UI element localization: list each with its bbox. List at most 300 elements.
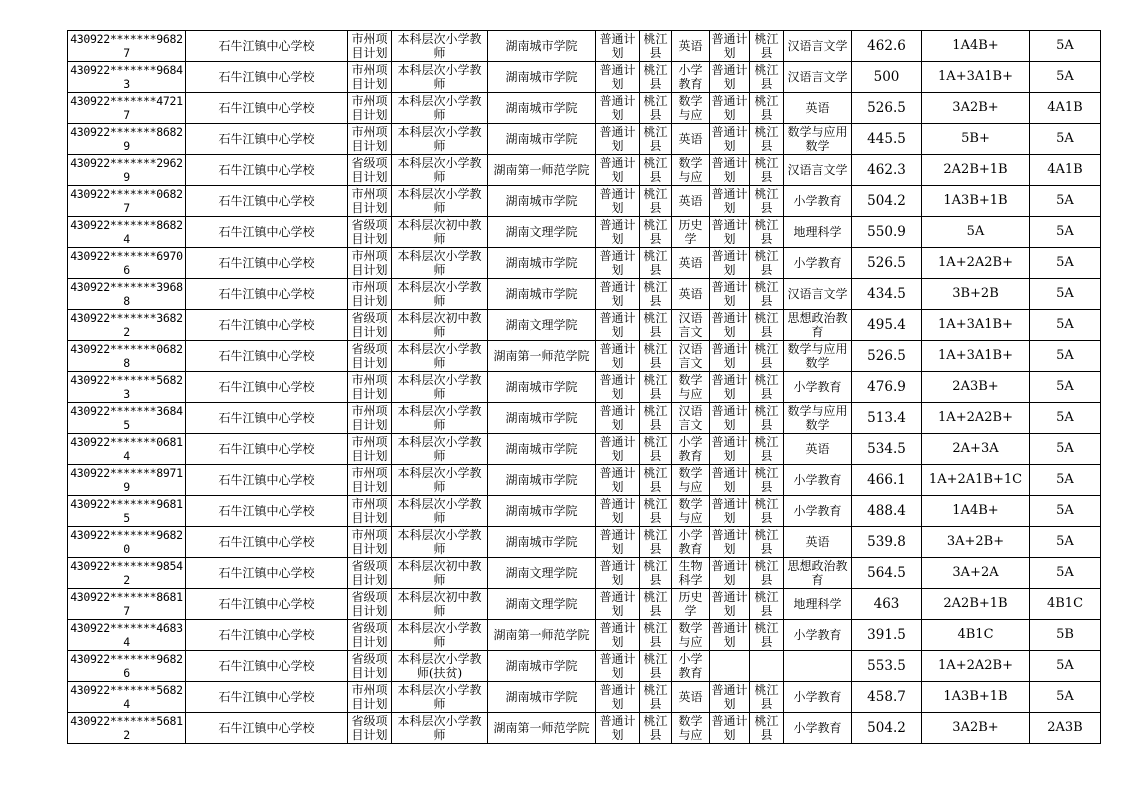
plan-type-cell: 普通计划 xyxy=(596,31,640,62)
plan-type-2-cell: 普通计划 xyxy=(711,94,748,122)
county-2-cell: 桃江县 xyxy=(750,682,784,713)
score-cell: 526.5 xyxy=(852,93,922,124)
grade-cell: 1A3B+1B xyxy=(922,186,1030,217)
subject-cell: 数学与应 xyxy=(672,620,710,651)
plan-type-cell: 普通计划 xyxy=(596,589,640,620)
id-cell: 430922*******06827 xyxy=(68,186,186,217)
table-row xyxy=(68,310,1101,341)
table-row xyxy=(68,403,1101,434)
grade-2-cell: 2A3B xyxy=(1030,713,1101,744)
subject-cell: 小学教育 xyxy=(672,651,710,682)
plan-type-2-cell: 普通计划 xyxy=(711,125,748,153)
county-cell: 桃江县 xyxy=(640,124,672,155)
table-row xyxy=(68,682,1101,713)
grade-cell: 3A2B+ xyxy=(922,93,1030,124)
plan-cell: 市州项目计划 xyxy=(348,496,392,527)
score-cell: 488.4 xyxy=(852,496,922,527)
grade-cell: 1A3B+1B xyxy=(922,682,1030,713)
plan-type-2-cell: 普通计划 xyxy=(711,342,748,370)
level-cell: 本科层次小学教师 xyxy=(392,465,488,496)
major-cell xyxy=(784,651,852,682)
plan-type-2-cell: 普通计划 xyxy=(711,187,748,215)
subject-cell: 数学与应 xyxy=(672,713,710,744)
plan-type-cell: 普通计划 xyxy=(596,279,640,310)
school-cell: 石牛江镇中心学校 xyxy=(186,372,348,403)
score-cell: 564.5 xyxy=(852,558,922,589)
major-cell: 地理科学 xyxy=(784,589,852,620)
id-cell: 430922*******56812 xyxy=(68,713,186,744)
plan-type-cell: 普通计划 xyxy=(596,527,640,558)
subject-cell: 数学与应 xyxy=(672,155,710,186)
grade-cell: 5B+ xyxy=(922,124,1030,155)
level-cell: 本科层次初中教师 xyxy=(392,589,488,620)
plan-cell: 省级项目计划 xyxy=(348,217,392,248)
id-cell: 430922*******98542 xyxy=(68,558,186,589)
county-cell: 桃江县 xyxy=(640,372,672,403)
score-cell: 504.2 xyxy=(852,186,922,217)
major-cell: 思想政治教育 xyxy=(784,558,852,589)
id-cell: 430922*******47217 xyxy=(68,93,186,124)
plan-type-2-cell: 普通计划 xyxy=(711,435,748,463)
table-row xyxy=(68,620,1101,651)
county-cell: 桃江县 xyxy=(640,341,672,372)
college-cell: 湖南城市学院 xyxy=(488,403,596,434)
table-row xyxy=(68,651,1101,682)
subject-cell: 历史学 xyxy=(672,589,710,620)
county-2-cell: 桃江县 xyxy=(750,620,784,651)
grade-2-cell: 5A xyxy=(1030,403,1101,434)
level-cell: 本科层次小学教师 xyxy=(392,62,488,93)
plan-cell: 省级项目计划 xyxy=(348,155,392,186)
grade-cell: 1A+3A1B+ xyxy=(922,310,1030,341)
college-cell: 湖南城市学院 xyxy=(488,124,596,155)
plan-type-cell: 普通计划 xyxy=(596,372,640,403)
score-cell: 534.5 xyxy=(852,434,922,465)
subject-cell: 英语 xyxy=(672,248,710,279)
plan-type-cell: 普通计划 xyxy=(596,620,640,651)
grade-cell: 1A+2A1B+1C xyxy=(922,465,1030,496)
grade-2-cell: 5A xyxy=(1030,62,1101,93)
level-cell: 本科层次小学教师 xyxy=(392,620,488,651)
plan-cell: 市州项目计划 xyxy=(348,279,392,310)
subject-cell: 英语 xyxy=(672,124,710,155)
county-cell: 桃江县 xyxy=(640,465,672,496)
grade-cell: 1A+3A1B+ xyxy=(922,62,1030,93)
grade-cell: 1A4B+ xyxy=(922,31,1030,62)
level-cell: 本科层次小学教师 xyxy=(392,93,488,124)
score-cell: 500 xyxy=(852,62,922,93)
grade-cell: 1A+2A2B+ xyxy=(922,651,1030,682)
plan-type-2-cell: 普通计划 xyxy=(711,497,748,525)
subject-cell: 数学与应 xyxy=(672,93,710,124)
table-row xyxy=(68,155,1101,186)
college-cell: 湖南文理学院 xyxy=(488,217,596,248)
county-cell: 桃江县 xyxy=(640,434,672,465)
plan-cell: 市州项目计划 xyxy=(348,465,392,496)
school-cell: 石牛江镇中心学校 xyxy=(186,248,348,279)
school-cell: 石牛江镇中心学校 xyxy=(186,403,348,434)
table-row xyxy=(68,341,1101,372)
table-row xyxy=(68,558,1101,589)
score-cell: 391.5 xyxy=(852,620,922,651)
grade-2-cell: 4A1B xyxy=(1030,93,1101,124)
score-cell: 466.1 xyxy=(852,465,922,496)
county-2-cell: 桃江县 xyxy=(750,558,784,589)
table-row xyxy=(68,93,1101,124)
major-cell: 地理科学 xyxy=(784,217,852,248)
school-cell: 石牛江镇中心学校 xyxy=(186,62,348,93)
county-2-cell: 桃江县 xyxy=(750,124,784,155)
county-2-cell: 桃江县 xyxy=(750,186,784,217)
level-cell: 本科层次小学教师 xyxy=(392,682,488,713)
school-cell: 石牛江镇中心学校 xyxy=(186,465,348,496)
id-cell: 430922*******96815 xyxy=(68,496,186,527)
plan-type-cell: 普通计划 xyxy=(596,341,640,372)
plan-type-cell: 普通计划 xyxy=(596,713,640,744)
grade-2-cell: 4B1C xyxy=(1030,589,1101,620)
school-cell: 石牛江镇中心学校 xyxy=(186,155,348,186)
plan-type-2-cell: 普通计划 xyxy=(711,528,748,556)
id-cell: 430922*******06814 xyxy=(68,434,186,465)
plan-cell: 省级项目计划 xyxy=(348,310,392,341)
plan-type-2-cell: 普通计划 xyxy=(711,218,748,246)
college-cell: 湖南城市学院 xyxy=(488,465,596,496)
score-cell: 539.8 xyxy=(852,527,922,558)
subject-cell: 英语 xyxy=(672,682,710,713)
college-cell: 湖南第一师范学院 xyxy=(488,341,596,372)
plan-type-cell: 普通计划 xyxy=(596,248,640,279)
major-cell: 英语 xyxy=(784,527,852,558)
id-cell: 430922*******86817 xyxy=(68,589,186,620)
grade-2-cell: 5A xyxy=(1030,341,1101,372)
subject-cell: 英语 xyxy=(672,279,710,310)
college-cell: 湖南城市学院 xyxy=(488,186,596,217)
grade-2-cell: 5A xyxy=(1030,434,1101,465)
grade-2-cell: 5A xyxy=(1030,651,1101,682)
college-cell: 湖南文理学院 xyxy=(488,310,596,341)
plan-type-2-cell: 普通计划 xyxy=(711,32,748,60)
level-cell: 本科层次小学教师 xyxy=(392,527,488,558)
plan-cell: 市州项目计划 xyxy=(348,62,392,93)
plan-type-cell: 普通计划 xyxy=(596,217,640,248)
table-row xyxy=(68,434,1101,465)
plan-type-cell: 普通计划 xyxy=(596,93,640,124)
college-cell: 湖南城市学院 xyxy=(488,434,596,465)
grade-2-cell: 5A xyxy=(1030,217,1101,248)
level-cell: 本科层次初中教师 xyxy=(392,310,488,341)
plan-cell: 省级项目计划 xyxy=(348,341,392,372)
college-cell: 湖南城市学院 xyxy=(488,496,596,527)
id-cell: 430922*******96826 xyxy=(68,651,186,682)
plan-type-cell: 普通计划 xyxy=(596,434,640,465)
college-cell: 湖南城市学院 xyxy=(488,62,596,93)
county-cell: 桃江县 xyxy=(640,620,672,651)
subject-cell: 小学教育 xyxy=(672,527,710,558)
major-cell: 英语 xyxy=(784,93,852,124)
grade-2-cell: 5A xyxy=(1030,527,1101,558)
plan-type-2-cell: 普通计划 xyxy=(711,63,748,91)
plan-cell: 市州项目计划 xyxy=(348,93,392,124)
county-2-cell: 桃江县 xyxy=(750,93,784,124)
county-cell: 桃江县 xyxy=(640,651,672,682)
id-cell: 430922*******56824 xyxy=(68,682,186,713)
subject-cell: 小学教育 xyxy=(672,434,710,465)
level-cell: 本科层次小学教师 xyxy=(392,186,488,217)
grade-2-cell: 5A xyxy=(1030,248,1101,279)
level-cell: 本科层次小学教师 xyxy=(392,248,488,279)
county-2-cell: 桃江县 xyxy=(750,496,784,527)
college-cell: 湖南城市学院 xyxy=(488,31,596,62)
plan-type-cell: 普通计划 xyxy=(596,124,640,155)
plan-cell: 市州项目计划 xyxy=(348,434,392,465)
college-cell: 湖南城市学院 xyxy=(488,93,596,124)
subject-cell: 英语 xyxy=(672,31,710,62)
plan-type-2-cell xyxy=(710,651,750,682)
grade-cell: 2A+3A xyxy=(922,434,1030,465)
college-cell: 湖南城市学院 xyxy=(488,279,596,310)
county-2-cell: 桃江县 xyxy=(750,279,784,310)
level-cell: 本科层次小学教师 xyxy=(392,279,488,310)
county-2-cell: 桃江县 xyxy=(750,248,784,279)
plan-cell: 省级项目计划 xyxy=(348,651,392,682)
county-cell: 桃江县 xyxy=(640,496,672,527)
school-cell: 石牛江镇中心学校 xyxy=(186,713,348,744)
grade-cell: 5A xyxy=(922,217,1030,248)
plan-type-2-cell: 普通计划 xyxy=(711,311,748,339)
county-2-cell: 桃江县 xyxy=(750,713,784,744)
major-cell: 小学教育 xyxy=(784,465,852,496)
county-cell: 桃江县 xyxy=(640,713,672,744)
county-2-cell: 桃江县 xyxy=(750,217,784,248)
id-cell: 430922*******39688 xyxy=(68,279,186,310)
school-cell: 石牛江镇中心学校 xyxy=(186,279,348,310)
grade-cell: 3A2B+ xyxy=(922,713,1030,744)
plan-type-2-cell: 普通计划 xyxy=(711,683,748,711)
county-cell: 桃江县 xyxy=(640,310,672,341)
county-2-cell: 桃江县 xyxy=(750,434,784,465)
subject-cell: 数学与应 xyxy=(672,496,710,527)
county-2-cell: 桃江县 xyxy=(750,372,784,403)
county-2-cell xyxy=(750,651,784,682)
college-cell: 湖南城市学院 xyxy=(488,682,596,713)
school-cell: 石牛江镇中心学校 xyxy=(186,124,348,155)
grade-2-cell: 5A xyxy=(1030,496,1101,527)
table-row xyxy=(68,31,1101,62)
county-cell: 桃江县 xyxy=(640,93,672,124)
level-cell: 本科层次小学教师 xyxy=(392,124,488,155)
major-cell: 小学教育 xyxy=(784,248,852,279)
id-cell: 430922*******96820 xyxy=(68,527,186,558)
college-cell: 湖南城市学院 xyxy=(488,372,596,403)
major-cell: 思想政治教育 xyxy=(784,310,852,341)
id-cell: 430922*******06828 xyxy=(68,341,186,372)
school-cell: 石牛江镇中心学校 xyxy=(186,93,348,124)
subject-cell: 历史学 xyxy=(672,217,710,248)
id-cell: 430922*******36822 xyxy=(68,310,186,341)
level-cell: 本科层次小学教师 xyxy=(392,31,488,62)
level-cell: 本科层次小学教师 xyxy=(392,155,488,186)
level-cell: 本科层次小学教师 xyxy=(392,496,488,527)
score-cell: 513.4 xyxy=(852,403,922,434)
id-cell: 430922*******86824 xyxy=(68,217,186,248)
county-cell: 桃江县 xyxy=(640,31,672,62)
major-cell: 小学教育 xyxy=(784,713,852,744)
county-cell: 桃江县 xyxy=(640,155,672,186)
plan-cell: 市州项目计划 xyxy=(348,124,392,155)
plan-type-cell: 普通计划 xyxy=(596,651,640,682)
grade-2-cell: 5B xyxy=(1030,620,1101,651)
score-cell: 458.7 xyxy=(852,682,922,713)
grade-2-cell: 5A xyxy=(1030,682,1101,713)
plan-type-cell: 普通计划 xyxy=(596,62,640,93)
major-cell: 汉语言文学 xyxy=(784,155,852,186)
school-cell: 石牛江镇中心学校 xyxy=(186,558,348,589)
grade-cell: 2A2B+1B xyxy=(922,155,1030,186)
plan-type-cell: 普通计划 xyxy=(596,155,640,186)
plan-type-2-cell: 普通计划 xyxy=(711,156,748,184)
major-cell: 数学与应用数学 xyxy=(784,403,852,434)
grade-2-cell: 5A xyxy=(1030,124,1101,155)
county-2-cell: 桃江县 xyxy=(750,310,784,341)
school-cell: 石牛江镇中心学校 xyxy=(186,496,348,527)
college-cell: 湖南城市学院 xyxy=(488,248,596,279)
score-cell: 462.3 xyxy=(852,155,922,186)
school-cell: 石牛江镇中心学校 xyxy=(186,217,348,248)
school-cell: 石牛江镇中心学校 xyxy=(186,682,348,713)
subject-cell: 汉语言文 xyxy=(672,310,710,341)
grade-2-cell: 5A xyxy=(1030,279,1101,310)
grade-cell: 2A3B+ xyxy=(922,372,1030,403)
county-cell: 桃江县 xyxy=(640,62,672,93)
major-cell: 小学教育 xyxy=(784,496,852,527)
grade-cell: 1A+2A2B+ xyxy=(922,248,1030,279)
grade-cell: 2A2B+1B xyxy=(922,589,1030,620)
plan-cell: 市州项目计划 xyxy=(348,403,392,434)
county-cell: 桃江县 xyxy=(640,527,672,558)
table-row xyxy=(68,589,1101,620)
school-cell: 石牛江镇中心学校 xyxy=(186,310,348,341)
plan-type-2-cell: 普通计划 xyxy=(711,280,748,308)
score-cell: 553.5 xyxy=(852,651,922,682)
subject-cell: 汉语言文 xyxy=(672,341,710,372)
school-cell: 石牛江镇中心学校 xyxy=(186,31,348,62)
college-cell: 湖南第一师范学院 xyxy=(488,620,596,651)
id-cell: 430922*******29629 xyxy=(68,155,186,186)
county-2-cell: 桃江县 xyxy=(750,341,784,372)
table-row xyxy=(68,279,1101,310)
level-cell: 本科层次小学教师 xyxy=(392,434,488,465)
plan-cell: 市州项目计划 xyxy=(348,248,392,279)
county-2-cell: 桃江县 xyxy=(750,403,784,434)
table-row xyxy=(68,186,1101,217)
plan-type-2-cell: 普通计划 xyxy=(711,466,748,494)
subject-cell: 数学与应 xyxy=(672,372,710,403)
score-cell: 495.4 xyxy=(852,310,922,341)
table-row xyxy=(68,527,1101,558)
grade-2-cell: 5A xyxy=(1030,465,1101,496)
level-cell: 本科层次小学教师 xyxy=(392,372,488,403)
school-cell: 石牛江镇中心学校 xyxy=(186,434,348,465)
score-cell: 550.9 xyxy=(852,217,922,248)
county-cell: 桃江县 xyxy=(640,589,672,620)
plan-cell: 市州项目计划 xyxy=(348,186,392,217)
county-2-cell: 桃江县 xyxy=(750,62,784,93)
table-row xyxy=(68,713,1101,744)
plan-cell: 省级项目计划 xyxy=(348,558,392,589)
grade-cell: 3A+2A xyxy=(922,558,1030,589)
college-cell: 湖南第一师范学院 xyxy=(488,713,596,744)
table-row xyxy=(68,248,1101,279)
grade-2-cell: 5A xyxy=(1030,186,1101,217)
plan-cell: 省级项目计划 xyxy=(348,713,392,744)
table-row xyxy=(68,62,1101,93)
major-cell: 汉语言文学 xyxy=(784,62,852,93)
id-cell: 430922*******89719 xyxy=(68,465,186,496)
county-cell: 桃江县 xyxy=(640,186,672,217)
id-cell: 430922*******86829 xyxy=(68,124,186,155)
grade-2-cell: 5A xyxy=(1030,310,1101,341)
grade-2-cell: 5A xyxy=(1030,31,1101,62)
plan-cell: 市州项目计划 xyxy=(348,31,392,62)
plan-cell: 市州项目计划 xyxy=(348,527,392,558)
grade-cell: 1A+3A1B+ xyxy=(922,341,1030,372)
college-cell: 湖南文理学院 xyxy=(488,558,596,589)
grade-cell: 3B+2B xyxy=(922,279,1030,310)
plan-type-2-cell: 普通计划 xyxy=(711,714,748,742)
county-cell: 桃江县 xyxy=(640,279,672,310)
county-2-cell: 桃江县 xyxy=(750,527,784,558)
college-cell: 湖南文理学院 xyxy=(488,589,596,620)
grade-2-cell: 5A xyxy=(1030,372,1101,403)
table-row xyxy=(68,465,1101,496)
subject-cell: 生物科学 xyxy=(672,558,710,589)
admission-table xyxy=(67,30,1101,744)
county-cell: 桃江县 xyxy=(640,217,672,248)
major-cell: 汉语言文学 xyxy=(784,31,852,62)
score-cell: 445.5 xyxy=(852,124,922,155)
grade-cell: 1A+2A2B+ xyxy=(922,403,1030,434)
id-cell: 430922*******69706 xyxy=(68,248,186,279)
major-cell: 数学与应用数学 xyxy=(784,124,852,155)
plan-type-cell: 普通计划 xyxy=(596,465,640,496)
major-cell: 小学教育 xyxy=(784,682,852,713)
level-cell: 本科层次初中教师 xyxy=(392,558,488,589)
plan-type-2-cell: 普通计划 xyxy=(711,621,748,649)
plan-type-cell: 普通计划 xyxy=(596,496,640,527)
plan-type-2-cell: 普通计划 xyxy=(711,249,748,277)
college-cell: 湖南第一师范学院 xyxy=(488,155,596,186)
county-cell: 桃江县 xyxy=(640,558,672,589)
subject-cell: 英语 xyxy=(672,186,710,217)
score-cell: 434.5 xyxy=(852,279,922,310)
subject-cell: 数学与应 xyxy=(672,465,710,496)
score-cell: 476.9 xyxy=(852,372,922,403)
id-cell: 430922*******56823 xyxy=(68,372,186,403)
grade-2-cell: 5A xyxy=(1030,558,1101,589)
major-cell: 英语 xyxy=(784,434,852,465)
score-cell: 462.6 xyxy=(852,31,922,62)
school-cell: 石牛江镇中心学校 xyxy=(186,589,348,620)
school-cell: 石牛江镇中心学校 xyxy=(186,186,348,217)
college-cell: 湖南城市学院 xyxy=(488,651,596,682)
id-cell: 430922*******46834 xyxy=(68,620,186,651)
county-cell: 桃江县 xyxy=(640,248,672,279)
plan-type-2-cell: 普通计划 xyxy=(711,373,748,401)
grade-cell: 3A+2B+ xyxy=(922,527,1030,558)
grade-cell: 1A4B+ xyxy=(922,496,1030,527)
county-cell: 桃江县 xyxy=(640,403,672,434)
plan-type-cell: 普通计划 xyxy=(596,403,640,434)
